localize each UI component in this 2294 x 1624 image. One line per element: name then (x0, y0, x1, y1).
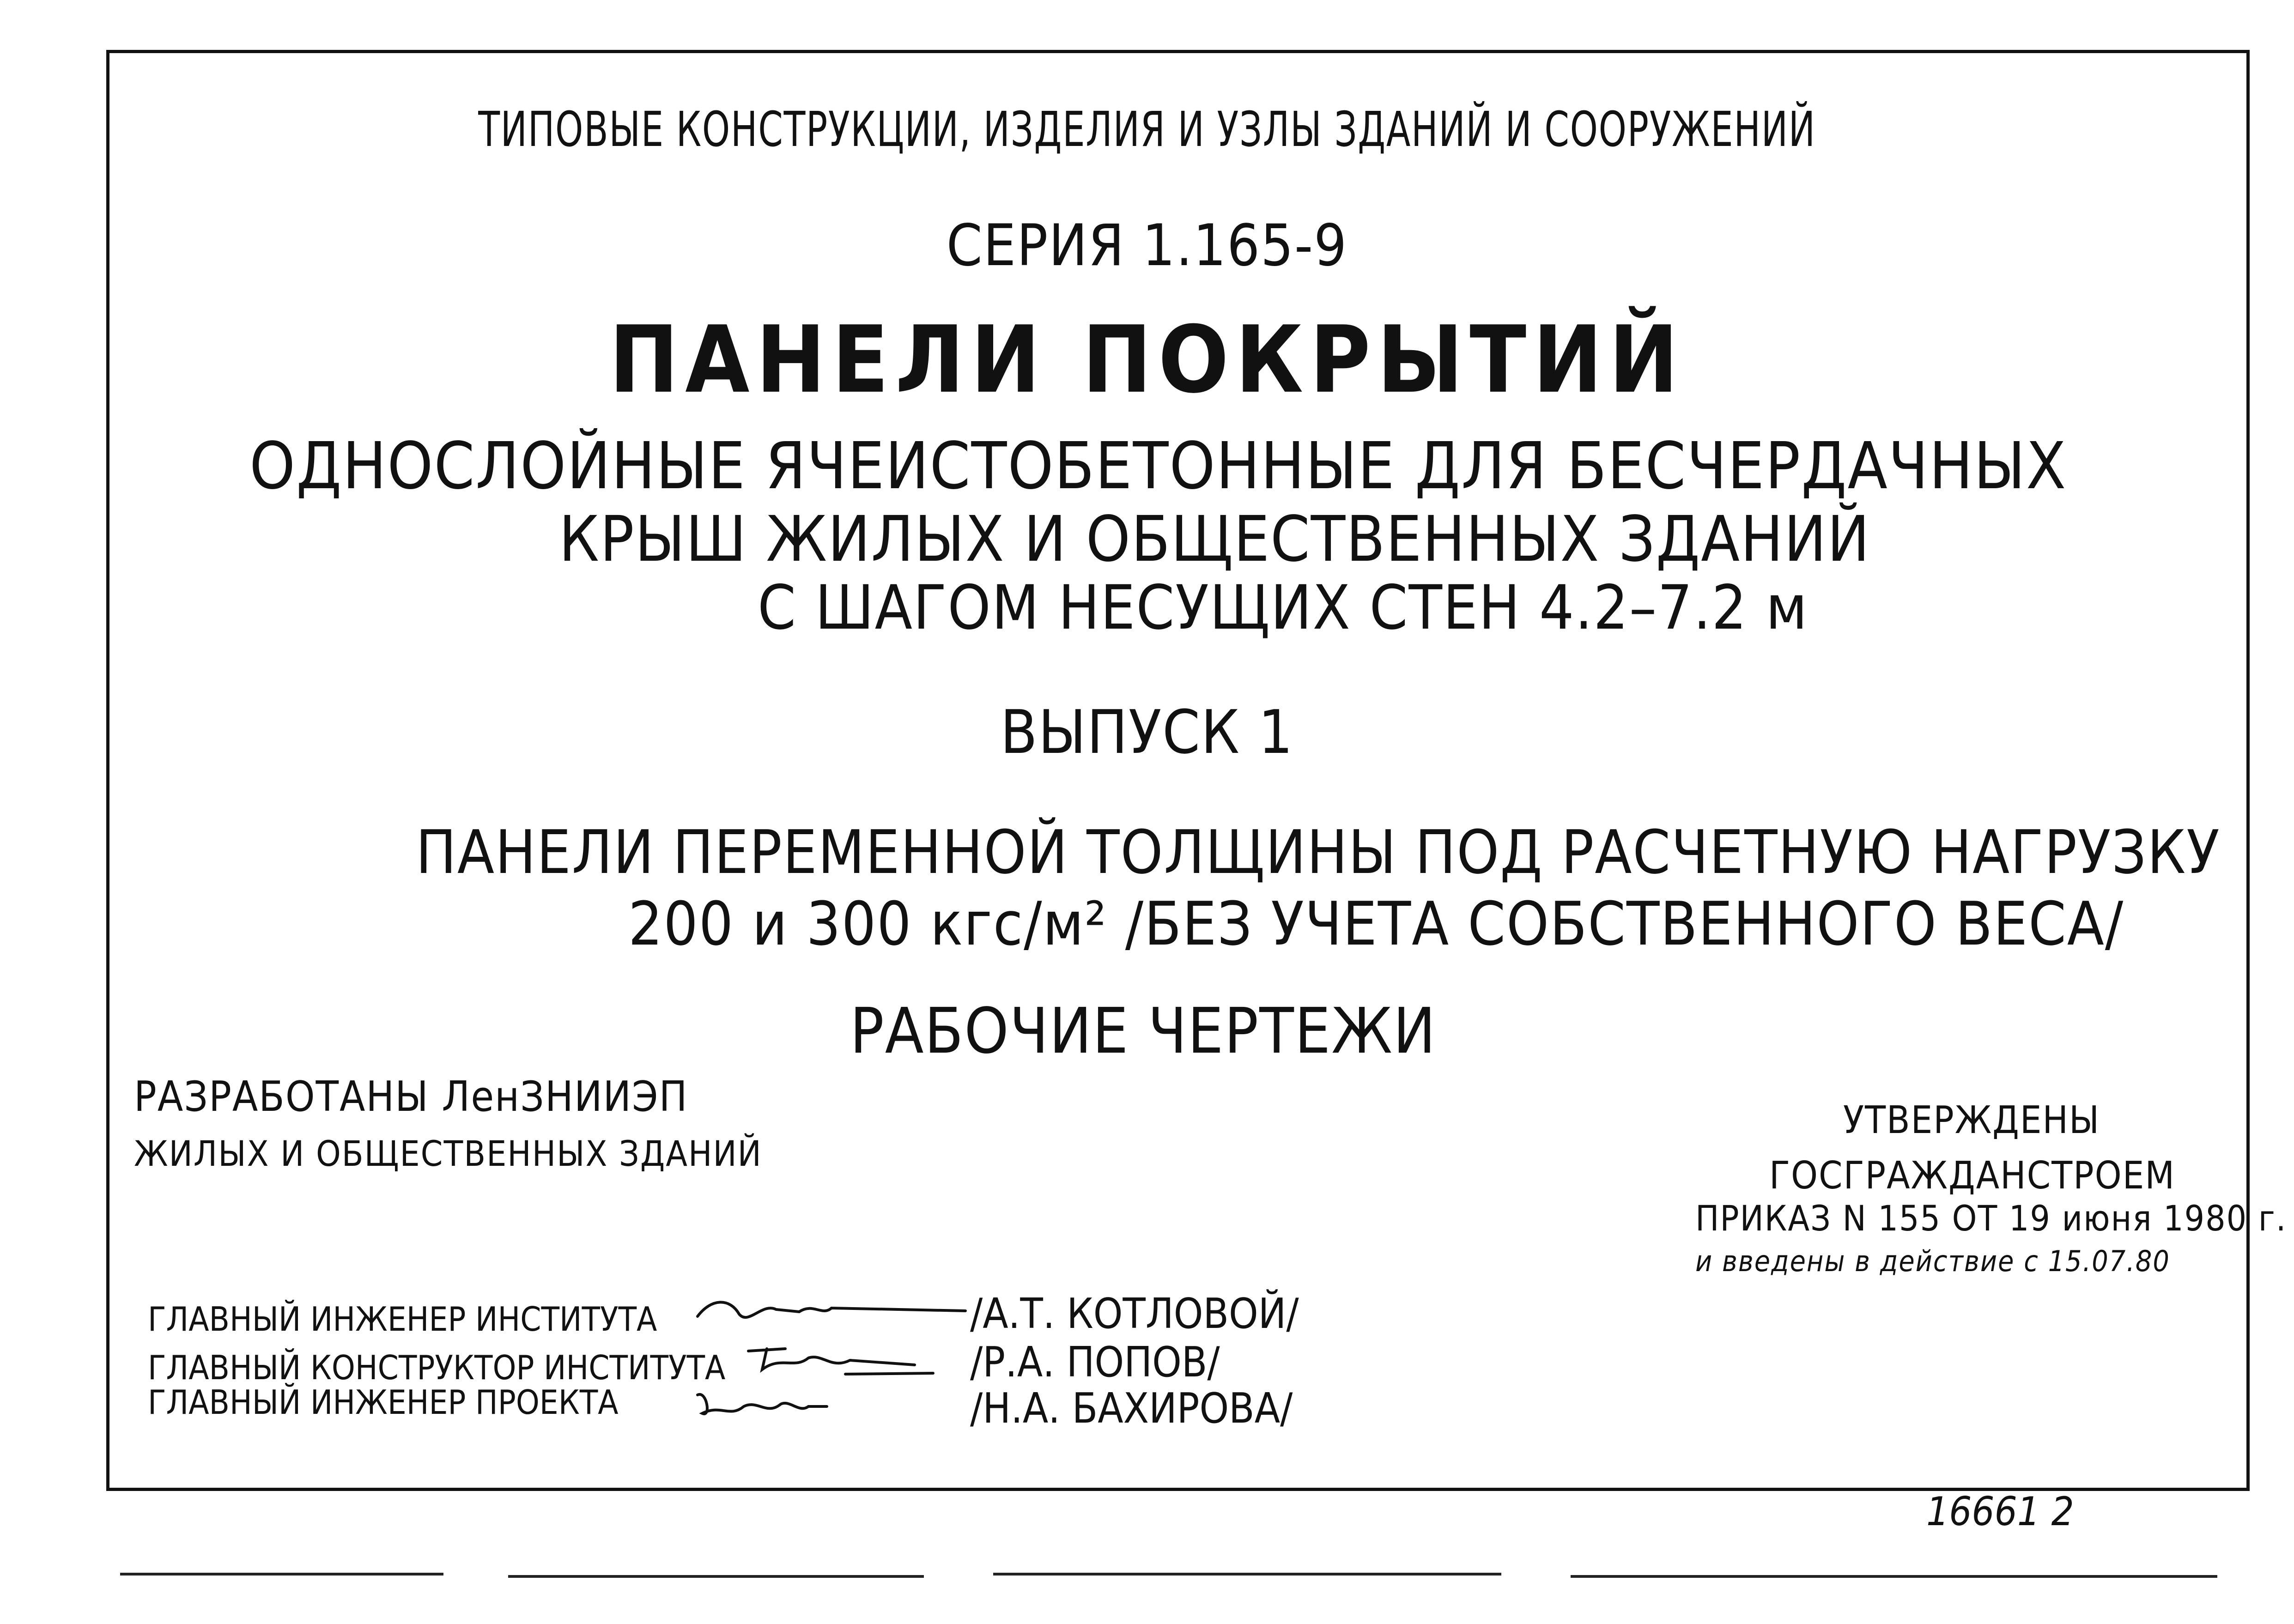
working-drawings-label: РАБОЧИЕ ЧЕРТЕЖИ (850, 995, 1437, 1068)
signature-3 (693, 1381, 970, 1423)
collection-title: ТИПОВЫЕ КОНСТРУКЦИИ, ИЗДЕЛИЯ И УЗЛЫ ЗДАНИЙ И СООРУЖЕНИЙ (478, 101, 1816, 158)
signatory-role-3: ГЛАВНЫЙ ИНЖЕНЕР ПРОЕКТА (148, 1383, 619, 1422)
signatory-name-1: /А.Т. КОТЛОВОЙ/ (970, 1290, 1299, 1338)
signatory-role-1: ГЛАВНЫЙ ИНЖЕНЕР ИНСТИТУТА (148, 1300, 657, 1339)
signature-1 (693, 1289, 970, 1330)
approval-order-line: ПРИКАЗ N 155 ОТ 19 июня 1980 г. (1695, 1198, 2287, 1239)
approval-line-1: УТВЕРЖДЕНЫ (1843, 1098, 2100, 1142)
subtitle-line-1: ОДНОСЛОЙНЫЕ ЯЧЕИСТОБЕТОННЫЕ ДЛЯ БЕСЧЕРДАЧНЫХ (249, 429, 2067, 504)
signatory-role-2: ГЛАВНЫЙ КОНСТРУКТОР ИНСТИТУТА (148, 1348, 726, 1387)
approval-line-2: ГОСГРАЖДАНСТРОЕМ (1769, 1154, 2175, 1198)
cut-line-segment (1571, 1575, 2217, 1578)
main-title: ПАНЕЛИ ПОКРЫТИЙ (609, 306, 1685, 414)
subtitle-line-2: КРЫШ ЖИЛЫХ И ОБЩЕСТВЕННЫХ ЗДАНИЙ (559, 503, 1870, 576)
archive-number: 16661 2 (1926, 1489, 2074, 1535)
signatory-name-2: /Р.А. ПОПОВ/ (970, 1338, 1220, 1387)
issue-description-line-2: 200 и 300 кгс/м² /БЕЗ УЧЕТА СОБСТВЕННОГО ВЕСА/ (628, 889, 2124, 959)
issue-label: ВЫПУСК 1 (1000, 697, 1294, 767)
developer-line-2: ЖИЛЫХ И ОБЩЕСТВЕННЫХ ЗДАНИЙ (134, 1133, 762, 1174)
signatory-name-3: /Н.А. БАХИРОВА/ (970, 1384, 1293, 1433)
cut-line-segment (993, 1573, 1501, 1576)
developer-line-1: РАЗРАБОТАНЫ ЛенЗНИИЭП (134, 1073, 688, 1121)
series-label: СЕРИЯ 1.165-9 (946, 212, 1348, 279)
signature-2 (693, 1337, 970, 1379)
approval-effective-date: и введены в действие с 15.07.80 (1695, 1244, 2170, 1278)
cut-line-segment (120, 1573, 443, 1576)
subtitle-line-3: С ШАГОМ НЕСУЩИХ СТЕН 4.2–7.2 м (758, 572, 1808, 643)
issue-description-line-1: ПАНЕЛИ ПЕРЕМЕННОЙ ТОЛЩИНЫ ПОД РАСЧЕТНУЮ НАГРУЗКУ (416, 817, 2221, 887)
cut-line-segment (508, 1575, 924, 1578)
